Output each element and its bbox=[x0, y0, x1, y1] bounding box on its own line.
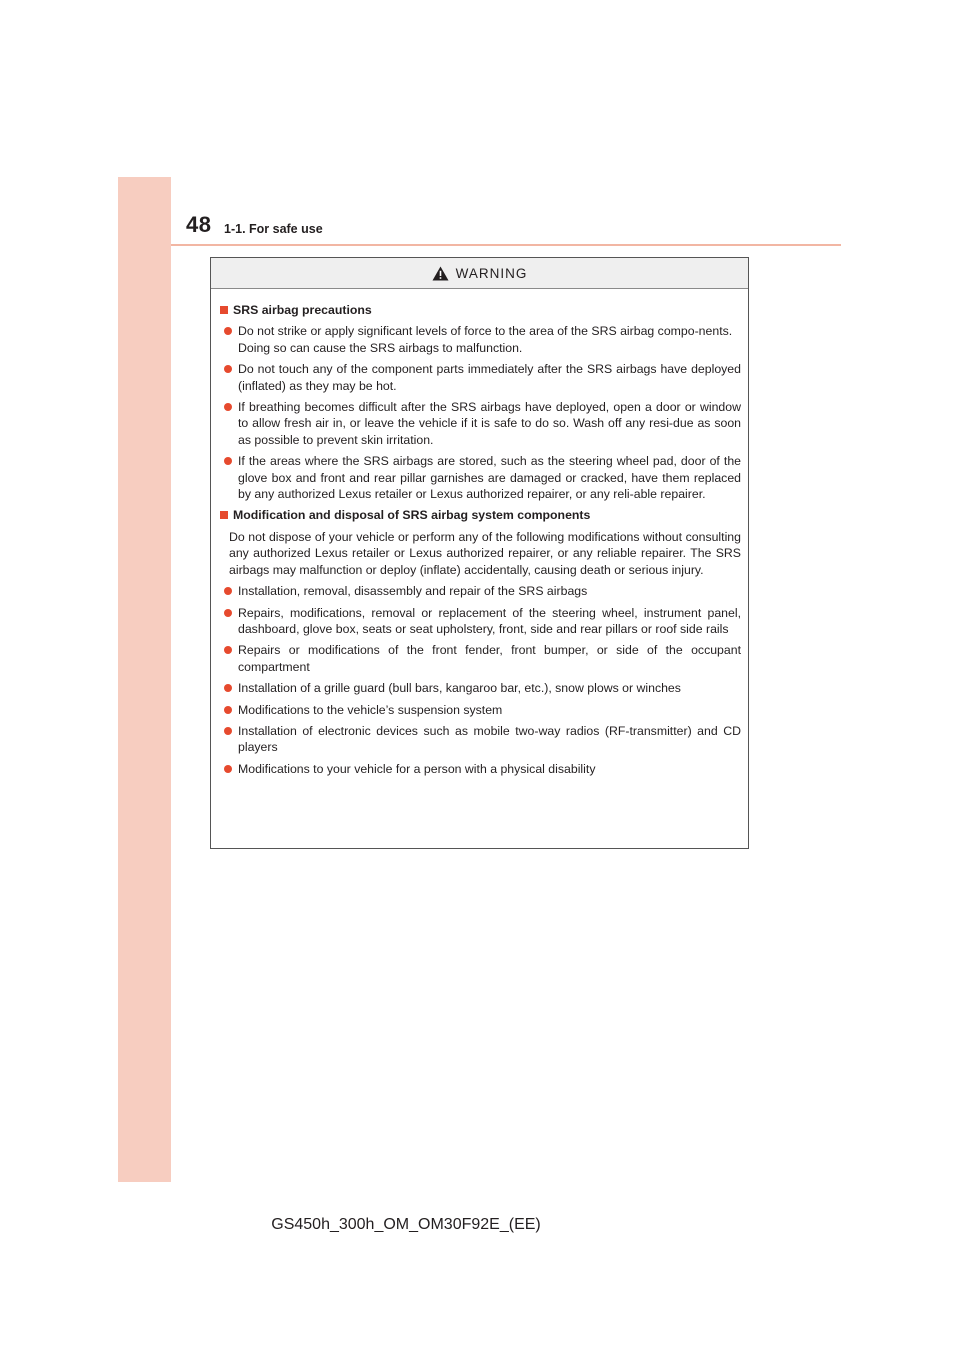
list-item-text: Installation, removal, disassembly and repair of the SRS airbags bbox=[238, 584, 588, 599]
list-item bbox=[224, 702, 741, 718]
circle-bullet-icon bbox=[224, 587, 232, 595]
list-item-text: Repairs, modifications, removal or replacement of the steering wheel, instrument panel, dashboard, glove box, seats or seat upholstery, front, side and rear pillars or roof side rails bbox=[238, 605, 741, 636]
list-item bbox=[224, 761, 741, 777]
list-item bbox=[224, 642, 741, 675]
header-rule bbox=[171, 244, 841, 246]
page-number: 48 bbox=[186, 212, 212, 237]
list-item-text: Installation of electronic devices such as mobile two-way radios (RF-transmitter) and CD players bbox=[238, 723, 741, 755]
list-item-text: Installation of a grille guard (bull bars, kangaroo bar, etc.), snow plows or winches bbox=[238, 681, 681, 696]
list-item bbox=[224, 723, 741, 756]
circle-bullet-icon bbox=[224, 365, 232, 373]
list-item-text: Repairs or modifications of the front fender, front bumper, or side of the occupant compartment bbox=[238, 643, 741, 674]
list-item bbox=[224, 399, 741, 448]
list-item bbox=[224, 605, 741, 638]
list-item-text: Modifications to your vehicle for a person with a physical disability bbox=[238, 761, 596, 776]
chapter-side-band bbox=[118, 177, 171, 1182]
list-item-text: If breathing becomes difficult after the SRS airbags have deployed, open a door or window to allow fresh air in, or leave the vehicle if it is safe to do so. Wash off any resi-due as soon as possible to prevent skin irritation. bbox=[238, 400, 741, 447]
list-item-text: If the areas where the SRS airbags are stored, such as the steering wheel pad, door of the glove box and front and rear pillar garnishes are damaged or cracked, have them replaced by any authorized Lexus retailer or Lexus authorized repairer, or any reli-able repairer. bbox=[238, 454, 741, 502]
square-bullet-icon bbox=[220, 306, 228, 314]
section-intro: Do not dispose of your vehicle or perform any of the following modifications without consulting any authorized Lexus retailer or Lexus authorized repairer, or any reliable repairer. The SRS airbags may malfunction or deploy (inflate) accidentally, causing death or serious injury. bbox=[229, 529, 741, 577]
list-item bbox=[224, 453, 741, 502]
warning-header bbox=[211, 258, 748, 289]
warning-body bbox=[211, 289, 748, 777]
list-item bbox=[224, 583, 741, 599]
list-item bbox=[224, 680, 741, 696]
list-item bbox=[224, 323, 741, 356]
list-item bbox=[224, 361, 741, 394]
circle-bullet-icon bbox=[224, 646, 232, 654]
section-title: 1-1. For safe use bbox=[224, 222, 323, 236]
square-bullet-icon bbox=[220, 511, 228, 519]
circle-bullet-icon bbox=[224, 609, 232, 617]
heading-text: SRS airbag precautions bbox=[233, 303, 372, 317]
list-item-text: Do not strike or apply significant levels of force to the area of the SRS airbag compo-nents. Doing so can cause the SRS airbags to malfunction. bbox=[238, 324, 733, 355]
warning-triangle-icon bbox=[432, 266, 449, 281]
circle-bullet-icon bbox=[224, 706, 232, 714]
circle-bullet-icon bbox=[224, 684, 232, 692]
warning-box bbox=[210, 257, 749, 849]
circle-bullet-icon bbox=[224, 403, 232, 411]
section-heading-modification-disposal bbox=[220, 507, 741, 523]
section-heading-airbag-precautions bbox=[220, 302, 741, 318]
circle-bullet-icon bbox=[224, 765, 232, 773]
circle-bullet-icon bbox=[224, 457, 232, 465]
list-item-text: Modifications to the vehicle’s suspension system bbox=[238, 702, 503, 717]
warning-label: WARNING bbox=[455, 265, 528, 281]
circle-bullet-icon bbox=[224, 327, 232, 335]
heading-text: Modification and disposal of SRS airbag system components bbox=[233, 508, 591, 523]
list-item-text: Do not touch any of the component parts immediately after the SRS airbags have deployed (inflated) as they may be hot. bbox=[238, 362, 741, 393]
circle-bullet-icon bbox=[224, 727, 232, 735]
document-code: GS450h_300h_OM_OM30F92E_(EE) bbox=[271, 1216, 541, 1233]
footer bbox=[0, 1216, 960, 1234]
